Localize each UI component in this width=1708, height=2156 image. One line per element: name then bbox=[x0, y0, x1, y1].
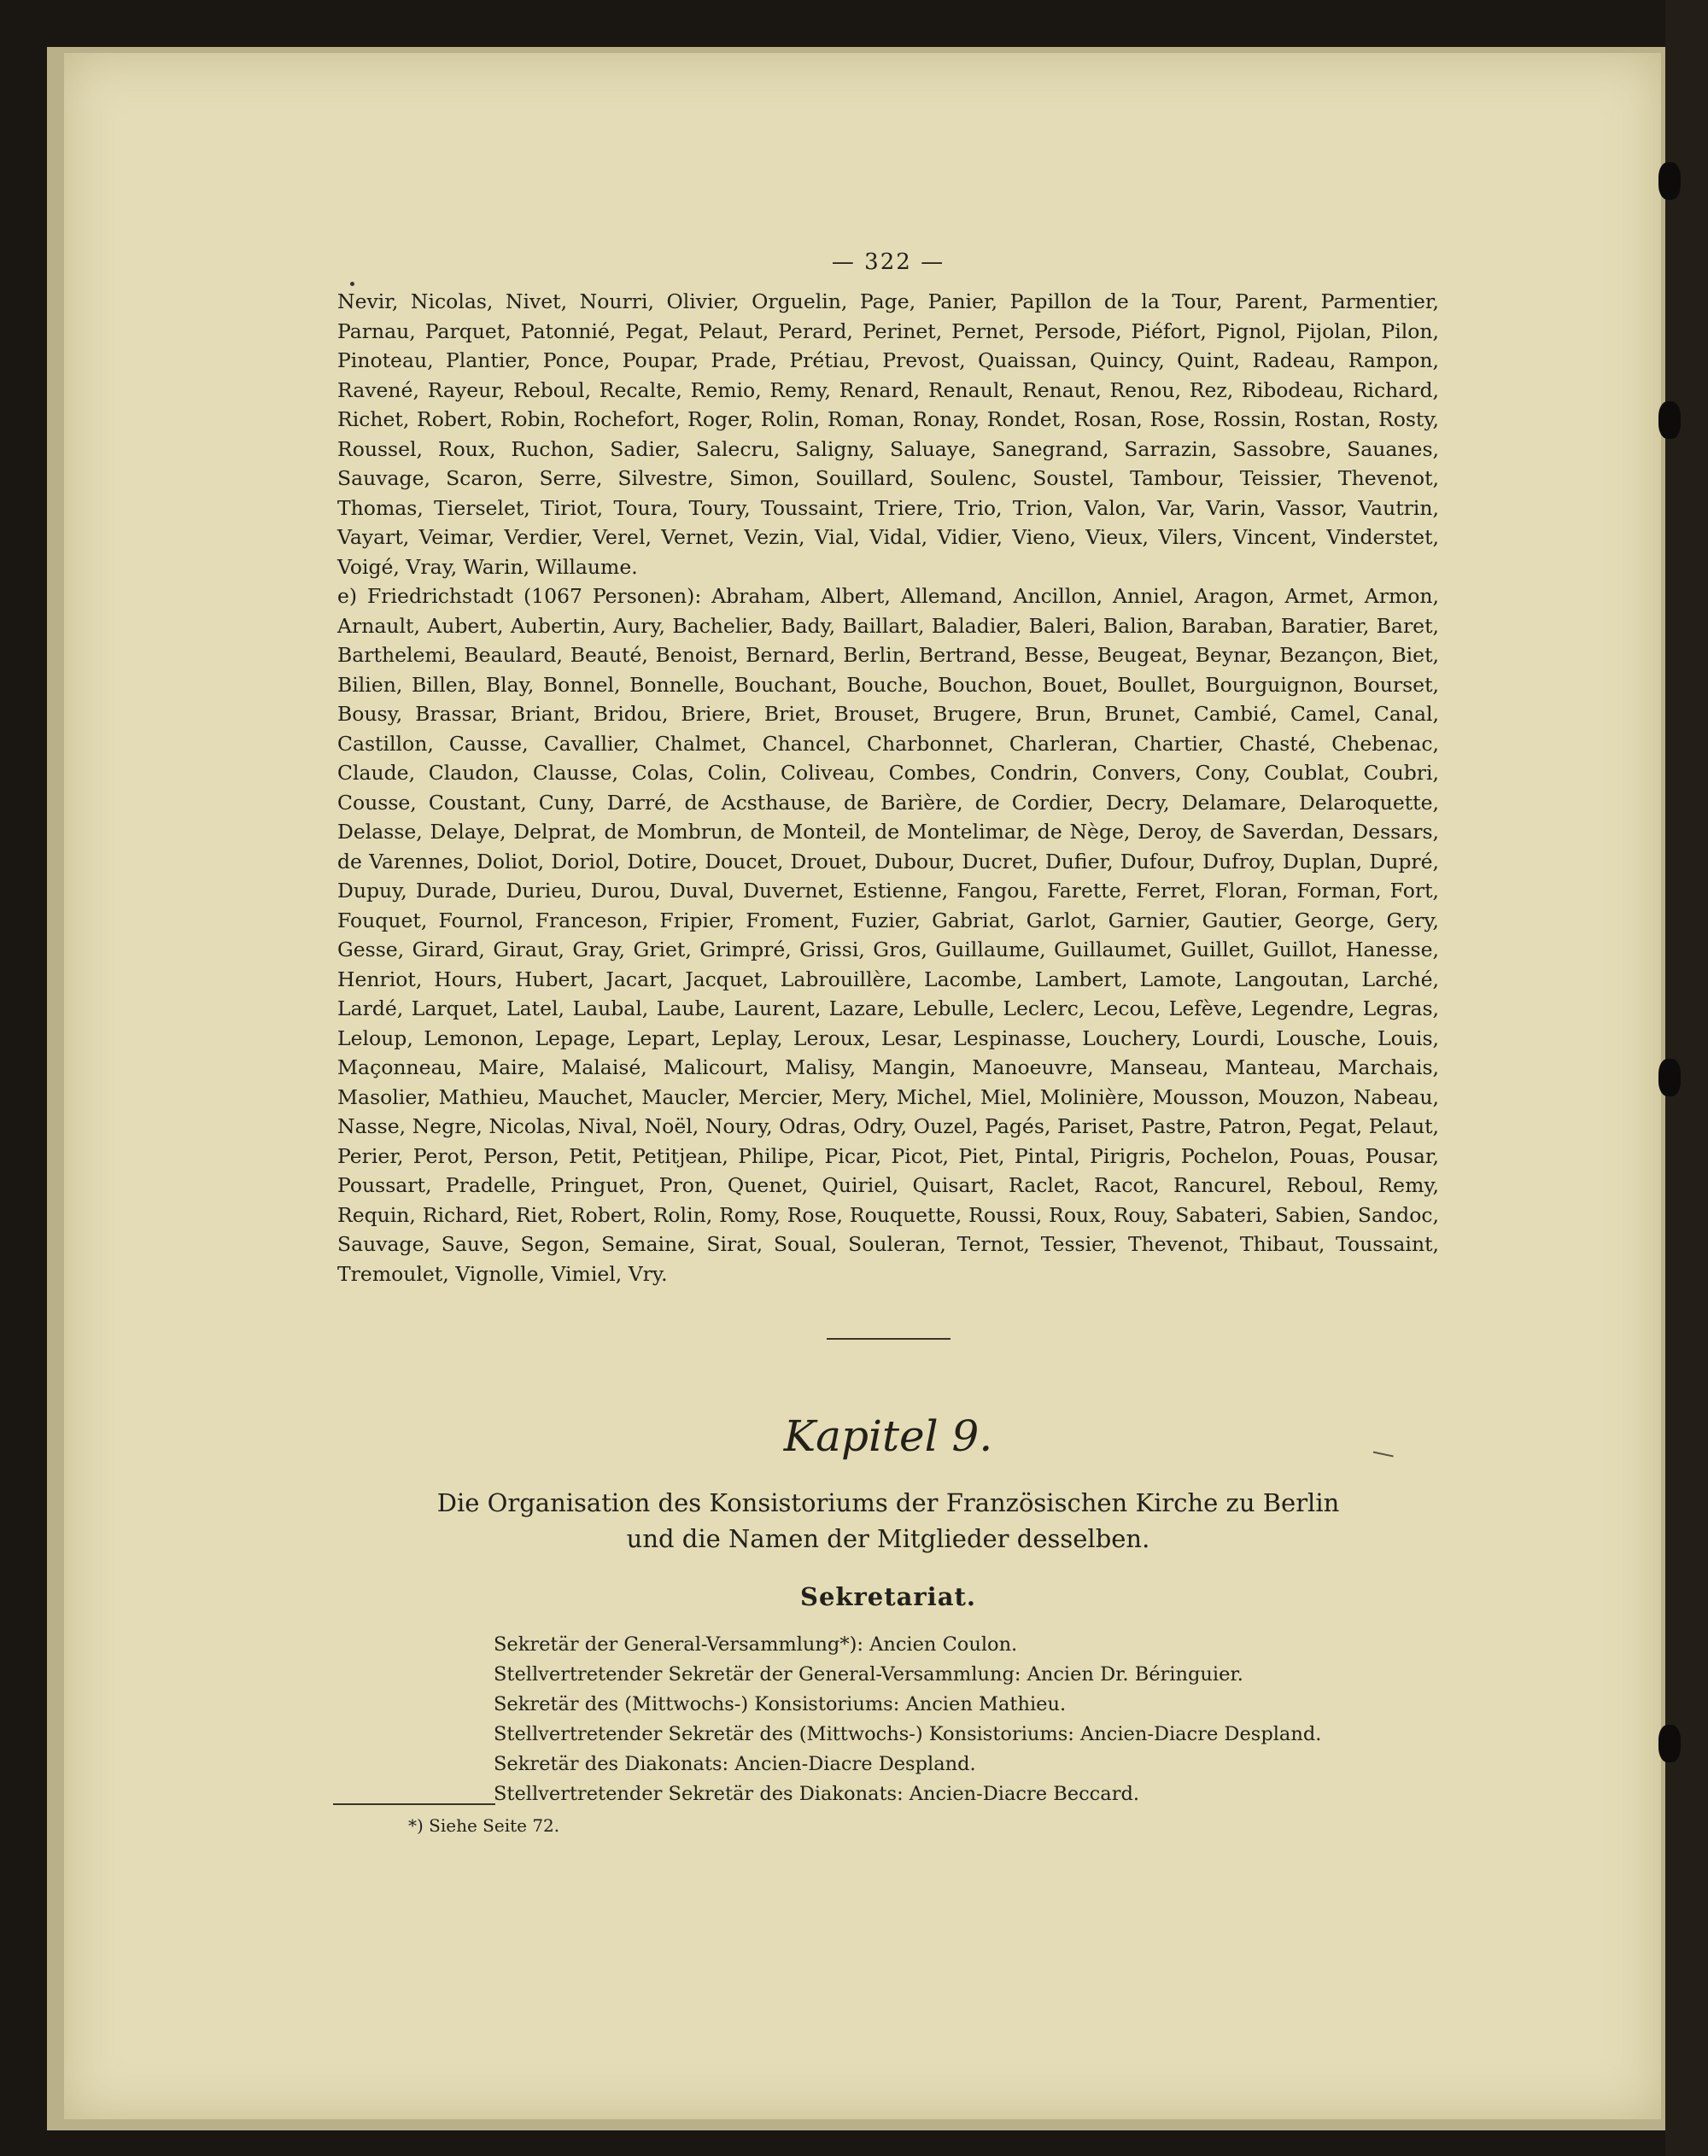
names-list-friedrichstadt: e) Friedrichstadt (1067 Personen): Abraham, Albert, Allemand, Ancillon, Anniel, Aragon, Armet, Armon, Arnault, Aubert, Aubertin, Aury, Bachelier, Bady, Baillart, Baladier, Baleri, Balion, Baraban, Baratier, Baret, Barthelemi, Beaulard, Beauté, Benoist, Bernard, Berlin, Bertrand, Besse, Beugeat, Beynar, Bezançon, Biet, Bilien, Billen, Blay, Bonnel, Bonnelle, Bouchant, Bouche, Bouchon, Bouet, Boullet, Bourguignon, Bourset, Bousy, Brassar, Briant, Bridou, Briere, Briet, Brouset, Brugere, Brun, Brunet, Cambié, Camel, Canal, Castillon, Causse, Cavallier, Chalmet, Chancel, Charbonnet, Charleran, Chartier, Chasté, Chebenac, Claude, Claudon, Clausse, Colas, Colin, Coliveau, Combes, Condrin, Convers, Cony, Coublat, Coubri, Cousse, Coustant, Cuny, Darré, de Acsthause, de Barière, de Cordier, Decry, Delamare, Delaroquette, Delasse, Delaye, Delprat, de Mombrun, de Monteil, de Montelimar, de Nège, Deroy, de Saverdan, Dessars, de Varennes, Doliot, Doriol, Dotire, Doucet, Drouet, Dubour, Ducret, Dufier, Dufour, Dufroy, Duplan, Dupré, Dupuy, Durade, Durieu, Durou, Duval, Duvernet, Estienne, Fangou, Farette, Ferret, Floran, Forman, Fort, Fouquet, Fournol, Franceson, Fripier, Froment, Fuzier, Gabriat, Garlot, Garnier, Gautier, George, Gery, Gesse, Girard, Giraut, Gray, Griet, Grimpré, Grissi, Gros, Guillaume, Guillaumet, Guillet, Guillot, Hanesse, Henriot, Hours, Hubert, Jacart, Jacquet, Labrouillère, Lacombe, Lambert, Lamote, Langoutan, Larché, Lardé, Larquet, Latel, Laubal, Laube, Laurent, Lazare, Lebulle, Leclerc, Lecou, Lefève, Legendre, Legras, Leloup, Lemonon, Lepage, Lepart, Leplay, Leroux, Lesar, Lespinasse, Louchery, Lourdi, Lousche, Louis, Maçonneau, Maire, Malaisé, Malicourt, Malisy, Mangin, Manoeuvre, Manseau, Manteau, Marchais, Masolier, Mathieu, Mauchet, Maucler, Mercier, Mery, Michel, Miel, Molinière, Mousson, Mouzon, Nabeau, Nasse, Negre, Nicolas, Nival, Noël, Noury, Odras, Odry, Ouzel, Pagés, Pariset, Pastre, Patron, Pegat, Pelaut, Perier, Perot, Person, Petit, Petitjean, Philipe, Picar, Picot, Piet, Pintal, Pirigris, Pochelon, Pouas, Pousar, Poussart, Pradelle, Pringuet, Pron, Quenet, Quiriel, Quisart, Raclet, Racot, Rancurel, Reboul, Remy, Requin, Richard, Riet, Robert, Rolin, Romy, Rose, Rouquette, Roussi, Roux, Rouy, Sabateri, Sabien, Sandoc, Sauvage, Sauve, Segon, Semaine, Sirat, Soual, Souleran, Ternot, Tessier, Thevenot, Thibaut, Toussaint, Tremoulet, Vignolle, Vimiel, Vry. bbox=[337, 584, 1439, 1286]
list-item: Sekretär des Diakonats: Ancien-Diacre Despland. bbox=[494, 1753, 976, 1775]
footnote-divider bbox=[333, 1803, 495, 1805]
book-spine bbox=[1665, 0, 1708, 2156]
section-divider bbox=[827, 1338, 951, 1340]
chapter-subtitle: Die Organisation des Konsistoriums der Französischen Kirche zu Berlin und die Namen der Mitglieder desselben. bbox=[436, 1488, 1340, 1553]
spine-clasp-icon bbox=[1658, 162, 1681, 200]
list-item: Stellvertretender Sekretär des Diakonats: Ancien-Diacre Beccard. bbox=[494, 1783, 1140, 1805]
footnote: *) Siehe Seite 72. bbox=[408, 1815, 560, 1836]
list-item: Sekretär der General-Versammlung*): Ancien Coulon. bbox=[494, 1633, 1018, 1656]
names-list-continued: Nevir, Nicolas, Nivet, Nourri, Olivier, Orguelin, Page, Panier, Papillon de la Tour, Parent, Parmentier, Parnau, Parquet, Patonnié, Pegat, Pelaut, Perard, Perinet, Pernet, Persode, Piéfort, Pignol, Pijolan, Pilon, Pinoteau, Plantier, Ponce, Poupar, Prade, Prétiau, Prevost, Quaissan, Quincy, Quint, Radeau, Rampon, Ravené, Rayeur, Reboul, Recalte, Remio, Remy, Renard, Renault, Renaut, Renou, Rez, Ribodeau, Richard, Richet, Robert, Robin, Rochefort, Roger, Rolin, Roman, Ronay, Rondet, Rosan, Rose, Rossin, Rostan, Rosty, Roussel, Roux, Ruchon, Sadier, Salecru, Saligny, Saluaye, Sanegrand, Sarrazin, Sassobre, Sauanes, Sauvage, Scaron, Serre, Silvestre, Simon, Souillard, Soulenc, Soustel, Tambour, Teissier, Thevenot, Thomas, Tierselet, Tiriot, Toura, Toury, Toussaint, Triere, Trio, Trion, Valon, Var, Varin, Vassor, Vautrin, Vayart, Veimar, Verdier, Verel, Vernet, Vezin, Vial, Vidal, Vidier, Vieno, Vieux, Vilers, Vincent, Vinderstet, Voigé, Vray, Warin, Willaume. bbox=[337, 289, 1439, 579]
list-item: Sekretär des (Mittwochs-) Konsistoriums: Ancien Mathieu. bbox=[494, 1693, 1067, 1715]
spine-clasp-icon bbox=[1658, 1725, 1681, 1762]
page-content bbox=[337, 249, 1439, 1809]
spine-clasp-icon bbox=[1658, 1059, 1681, 1096]
list-item: Stellvertretender Sekretär der General-Versammlung: Ancien Dr. Béringuier. bbox=[494, 1663, 1243, 1686]
chapter-title: Kapitel 9. bbox=[783, 1411, 993, 1461]
list-item: Stellvertretender Sekretär des (Mittwochs-) Konsistoriums: Ancien-Diacre Despland. bbox=[494, 1723, 1322, 1745]
page-number: — 322 — bbox=[831, 249, 945, 275]
spine-clasp-icon bbox=[1658, 401, 1681, 439]
secretariat-list bbox=[494, 1630, 1439, 1809]
section-heading: Sekretariat. bbox=[800, 1582, 976, 1611]
